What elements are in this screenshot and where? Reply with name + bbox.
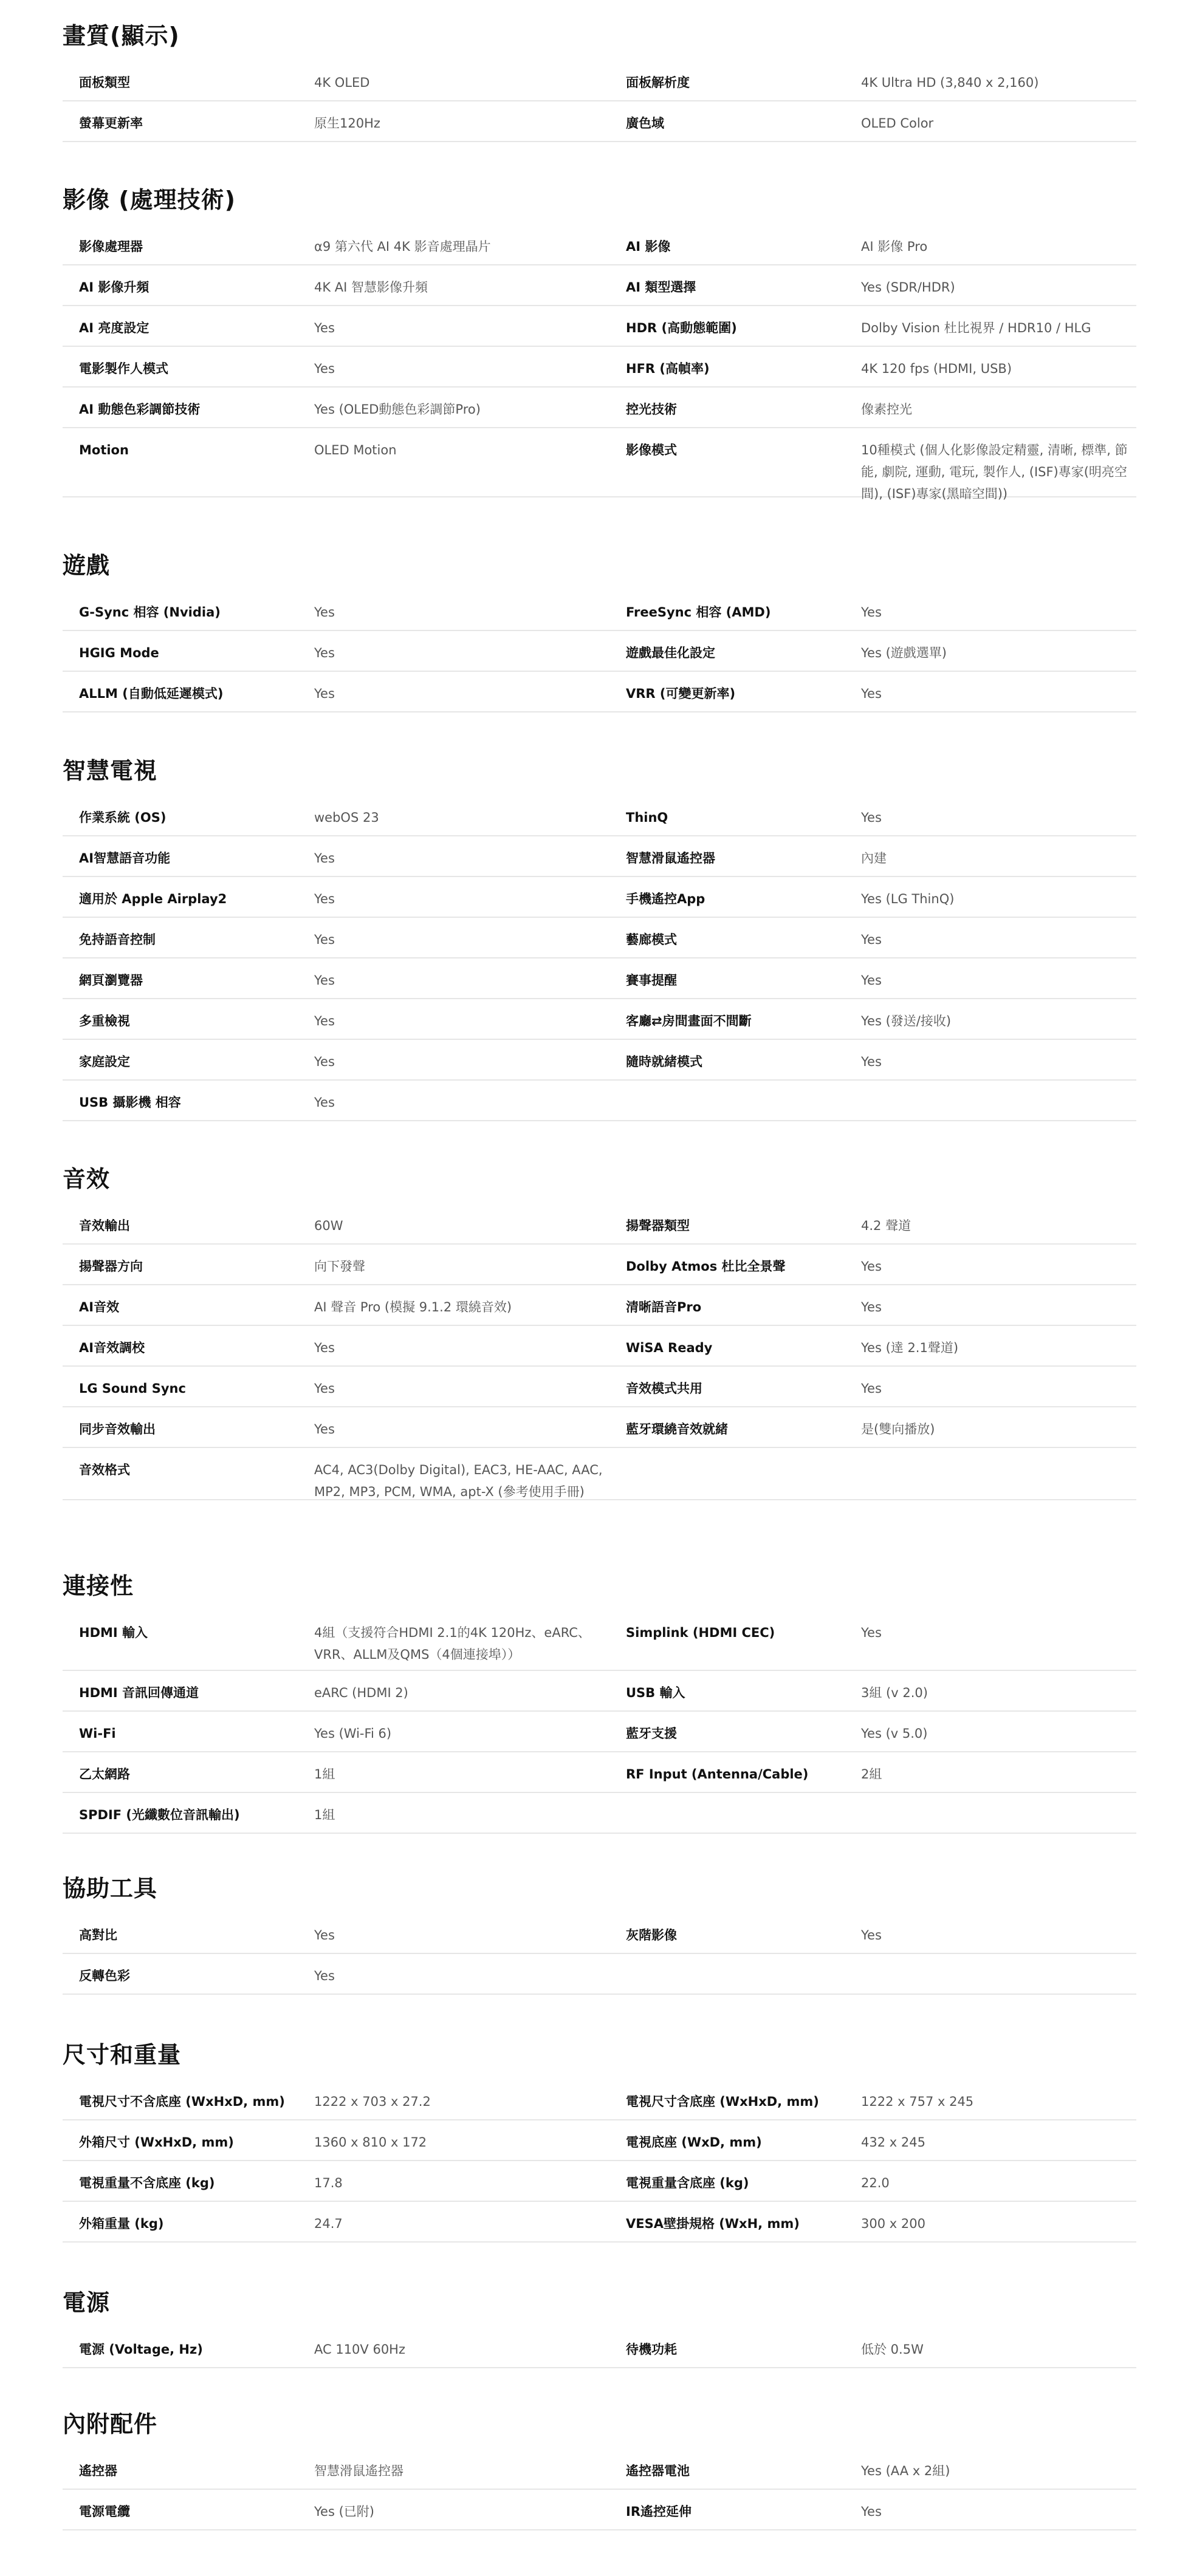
- spec-label: VESA壁掛規格 (WxH, mm): [626, 2216, 800, 2231]
- spec-value: Yes (已附): [314, 2504, 374, 2519]
- spec-label: WiSA Ready: [626, 1341, 713, 1355]
- spec-row: [63, 1284, 1136, 1326]
- spec-row: [63, 1912, 1136, 1954]
- spec-value: Yes: [861, 1300, 882, 1314]
- spec-label: 高對比: [79, 1928, 117, 1942]
- spec-value: Yes (AA x 2組): [861, 2464, 950, 2478]
- spec-label: 藍牙環繞音效就緒: [626, 1422, 728, 1437]
- spec-row: [63, 957, 1136, 999]
- spec-value: webOS 23: [314, 810, 379, 825]
- spec-label: 揚聲器方向: [79, 1259, 143, 1274]
- spec-row: [63, 346, 1136, 388]
- spec-label: Dolby Atmos 杜比全景聲: [626, 1259, 786, 1274]
- spec-value: 1360 x 810 x 172: [314, 2135, 427, 2150]
- spec-value: OLED Color: [861, 116, 934, 131]
- spec-label: RF Input (Antenna/Cable): [626, 1767, 809, 1782]
- spec-value: Yes (LG ThinQ): [861, 892, 955, 906]
- spec-value: Yes (OLED動態色彩調節Pro): [314, 402, 481, 417]
- spec-label: 同步音效輸出: [79, 1422, 156, 1437]
- spec-label: 遊戲最佳化設定: [626, 646, 715, 660]
- spec-label: 清晰語音Pro: [626, 1300, 702, 1314]
- spec-row: [63, 998, 1136, 1040]
- spec-label: AI 影像升頻: [79, 280, 149, 295]
- spec-value: Yes: [314, 321, 335, 335]
- spec-value: 是(雙向播放): [861, 1422, 935, 1437]
- spec-label: HDMI 輸入: [79, 1625, 148, 1640]
- spec-value: Yes: [314, 605, 335, 620]
- spec-value: Yes: [314, 1969, 335, 1983]
- spec-label: VRR (可變更新率): [626, 686, 736, 701]
- spec-label: 遙控器: [79, 2464, 117, 2478]
- spec-value: 內建: [861, 851, 887, 866]
- spec-label: LG Sound Sync: [79, 1381, 186, 1396]
- spec-label: 控光技術: [626, 402, 677, 417]
- section-title: 遊戲: [63, 552, 111, 579]
- spec-label: FreeSync 相容 (AMD): [626, 605, 771, 620]
- spec-row: [63, 1710, 1136, 1752]
- spec-value: 智慧滑鼠遙控器: [314, 2464, 403, 2478]
- spec-value: Yes: [861, 2504, 882, 2519]
- spec-value: Yes: [861, 810, 882, 825]
- spec-row: [63, 305, 1136, 347]
- section-title: 電源: [63, 2289, 111, 2316]
- spec-value: Yes: [314, 892, 335, 906]
- spec-value: Yes: [314, 361, 335, 376]
- spec-label: HDR (高動態範圍): [626, 321, 737, 335]
- spec-row: [63, 1447, 1136, 1500]
- spec-label: 電影製作人模式: [79, 361, 168, 376]
- spec-value: Yes: [314, 1014, 335, 1028]
- spec-label: HFR (高幀率): [626, 361, 710, 376]
- spec-label: 音效輸出: [79, 1218, 130, 1233]
- spec-label: 手機遙控App: [626, 892, 705, 906]
- spec-value: Yes: [314, 686, 335, 701]
- spec-label: 灰階影像: [626, 1928, 677, 1942]
- spec-value: 低於 0.5W: [861, 2342, 924, 2357]
- spec-value: 4.2 聲道: [861, 1218, 911, 1233]
- section-title: 畫質(顯示): [63, 22, 180, 49]
- spec-label: Wi-Fi: [79, 1726, 116, 1741]
- spec-value: Yes: [861, 1054, 882, 1069]
- spec-label: USB 攝影機 相容: [79, 1095, 181, 1110]
- spec-label: 電視重量不含底座 (kg): [79, 2176, 215, 2190]
- spec-label: 遙控器電池: [626, 2464, 690, 2478]
- section-title: 智慧電視: [63, 757, 158, 784]
- spec-row: [63, 630, 1136, 672]
- spec-value: 17.8: [314, 2176, 343, 2190]
- spec-label: HDMI 音訊回傳通道: [79, 1686, 199, 1700]
- spec-value: 24.7: [314, 2216, 343, 2231]
- spec-label: 影像處理器: [79, 239, 143, 254]
- spec-value: Yes: [314, 1422, 335, 1437]
- spec-label: 藝廊模式: [626, 932, 677, 947]
- spec-value: Yes (達 2.1聲道): [861, 1341, 959, 1355]
- spec-label: 隨時就緒模式: [626, 1054, 702, 1069]
- spec-value: Yes: [314, 932, 335, 947]
- spec-label: AI音效調校: [79, 1341, 145, 1355]
- spec-row: [63, 2079, 1136, 2120]
- spec-label: 家庭設定: [79, 1054, 130, 1069]
- spec-value: 4K Ultra HD (3,840 x 2,160): [861, 75, 1039, 90]
- spec-row: [63, 1079, 1136, 1121]
- spec-label: SPDIF (光纖數位音訊輸出): [79, 1808, 240, 1822]
- spec-row: [63, 2160, 1136, 2202]
- spec-row: [63, 60, 1136, 101]
- spec-label: 電源電纜: [79, 2504, 130, 2519]
- spec-value: Yes: [861, 1259, 882, 1274]
- section-title: 協助工具: [63, 1875, 158, 1902]
- spec-value: 10種模式 (個人化影像設定精靈, 清晰, 標準, 節能, 劇院, 運動, 電玩, 製作人, (ISF)專家(明亮空間), (ISF)專家(黑暗空間)): [861, 443, 1128, 501]
- spec-label: 電視重量含底座 (kg): [626, 2176, 749, 2190]
- spec-value: 1222 x 703 x 27.2: [314, 2094, 431, 2109]
- spec-value: Yes: [314, 851, 335, 866]
- spec-label: 待機功耗: [626, 2342, 677, 2357]
- spec-row: [63, 386, 1136, 428]
- spec-label: 作業系統 (OS): [79, 810, 166, 825]
- spec-row: [63, 427, 1136, 501]
- spec-row: [63, 1406, 1136, 1448]
- spec-label: Simplink (HDMI CEC): [626, 1625, 775, 1640]
- spec-label: 音效模式共用: [626, 1381, 702, 1396]
- spec-label: AI 影像: [626, 239, 671, 254]
- spec-label: 面板類型: [79, 75, 130, 90]
- spec-value: AI 影像 Pro: [861, 239, 928, 254]
- spec-value: 1222 x 757 x 245: [861, 2094, 974, 2109]
- spec-value: 向下發聲: [314, 1259, 365, 1274]
- spec-row: [63, 1365, 1136, 1407]
- spec-label: 電視尺寸含底座 (WxHxD, mm): [626, 2094, 819, 2109]
- spec-value: Yes: [314, 1341, 335, 1355]
- spec-value: 4K OLED: [314, 75, 370, 90]
- spec-value: 60W: [314, 1218, 343, 1233]
- spec-row: [63, 2119, 1136, 2161]
- spec-label: ThinQ: [626, 810, 668, 825]
- spec-value: 原生120Hz: [314, 116, 380, 131]
- spec-label: 面板解析度: [626, 75, 690, 90]
- spec-label: 外箱重量 (kg): [79, 2216, 164, 2231]
- spec-label: AI音效: [79, 1300, 120, 1314]
- spec-row: [63, 2448, 1136, 2490]
- spec-row: [63, 1610, 1136, 1671]
- spec-row: [63, 876, 1136, 918]
- spec-row: [63, 1792, 1136, 1834]
- spec-label: G-Sync 相容 (Nvidia): [79, 605, 221, 620]
- spec-label: 智慧滑鼠遙控器: [626, 851, 715, 866]
- spec-row: [63, 1243, 1136, 1285]
- spec-value: 4組（支援符合HDMI 2.1的4K 120Hz、eARC、VRR、ALLM及QMS（4個連接埠））: [314, 1625, 591, 1662]
- spec-value: Yes: [861, 1625, 882, 1640]
- section-title: 尺寸和重量: [63, 2041, 182, 2068]
- spec-row: [63, 917, 1136, 958]
- spec-value: Yes: [314, 1054, 335, 1069]
- spec-label: Motion: [79, 443, 129, 457]
- spec-row: [63, 671, 1136, 712]
- spec-value: eARC (HDMI 2): [314, 1686, 408, 1700]
- spec-label: 乙太網路: [79, 1767, 130, 1782]
- spec-value: Yes: [314, 1095, 335, 1110]
- spec-label: 反轉色彩: [79, 1969, 130, 1983]
- spec-value: Yes: [861, 1381, 882, 1396]
- section-title: 連接性: [63, 1573, 134, 1599]
- spec-row: [63, 1203, 1136, 1245]
- spec-row: [63, 2201, 1136, 2243]
- spec-value: Yes: [861, 1928, 882, 1942]
- spec-label: 影像模式: [626, 443, 677, 457]
- spec-value: 1組: [314, 1767, 335, 1782]
- spec-value: Yes: [861, 686, 882, 701]
- spec-value: Yes: [314, 1381, 335, 1396]
- spec-row: [63, 1751, 1136, 1793]
- section-title: 音效: [63, 1166, 111, 1192]
- spec-value: Yes: [314, 973, 335, 988]
- section-title: 影像 (處理技術): [63, 186, 236, 213]
- spec-value: AC4, AC3(Dolby Digital), EAC3, HE-AAC, AAC, MP2, MP3, PCM, WMA, apt-X (參考使用手冊): [314, 1463, 603, 1499]
- spec-label: AI 類型選擇: [626, 280, 696, 295]
- spec-label: 音效格式: [79, 1463, 130, 1477]
- spec-value: Yes (發送/接收): [861, 1014, 952, 1028]
- spec-row: [63, 835, 1136, 877]
- spec-value: Yes (v 5.0): [861, 1726, 928, 1741]
- spec-value: 300 x 200: [861, 2216, 925, 2231]
- spec-label: AI 亮度設定: [79, 321, 149, 335]
- spec-row: [63, 224, 1136, 265]
- spec-label: ALLM (自動低延遲模式): [79, 686, 224, 701]
- spec-label: 客廳⇄房間畫面不間斷: [626, 1014, 752, 1028]
- spec-row: [63, 1953, 1136, 1995]
- spec-value: Yes (遊戲選單): [861, 646, 947, 660]
- spec-label: IR遙控延伸: [626, 2504, 692, 2519]
- spec-value: Yes: [861, 973, 882, 988]
- spec-value: Yes (SDR/HDR): [861, 280, 955, 295]
- spec-label: AI智慧語音功能: [79, 851, 171, 866]
- spec-value: 像素控光: [861, 402, 912, 417]
- spec-label: 多重檢視: [79, 1014, 130, 1028]
- spec-row: [63, 100, 1136, 142]
- spec-label: 揚聲器類型: [626, 1218, 690, 1233]
- spec-value: 22.0: [861, 2176, 890, 2190]
- spec-row: [63, 1039, 1136, 1081]
- spec-label: 電視底座 (WxD, mm): [626, 2135, 762, 2150]
- spec-value: 432 x 245: [861, 2135, 925, 2150]
- spec-row: [63, 2326, 1136, 2368]
- spec-row: [63, 589, 1136, 631]
- spec-label: 廣色域: [626, 116, 664, 131]
- spec-row: [63, 264, 1136, 306]
- spec-label: 螢幕更新率: [79, 116, 143, 131]
- spec-row: [63, 1325, 1136, 1367]
- spec-value: Yes: [314, 1928, 335, 1942]
- spec-value: α9 第六代 AI 4K 影音處理晶片: [314, 239, 491, 254]
- spec-row: [63, 1670, 1136, 1712]
- spec-value: 4K 120 fps (HDMI, USB): [861, 361, 1012, 376]
- spec-value: 1組: [314, 1808, 335, 1822]
- spec-label: 電源 (Voltage, Hz): [79, 2342, 203, 2357]
- spec-value: 3組 (v 2.0): [861, 1686, 928, 1700]
- spec-label: 藍牙支援: [626, 1726, 677, 1741]
- spec-label: 網頁瀏覽器: [79, 973, 143, 988]
- spec-label: 免持語音控制: [79, 932, 156, 947]
- spec-value: Dolby Vision 杜比視界 / HDR10 / HLG: [861, 321, 1091, 335]
- spec-value: 4K AI 智慧影像升頻: [314, 280, 428, 295]
- spec-label: 外箱尺寸 (WxHxD, mm): [79, 2135, 234, 2150]
- spec-value: 2組: [861, 1767, 882, 1782]
- spec-value: AI 聲音 Pro (模擬 9.1.2 環繞音效): [314, 1300, 512, 1314]
- spec-label: 電視尺寸不含底座 (WxHxD, mm): [79, 2094, 285, 2109]
- spec-value: AC 110V 60Hz: [314, 2342, 405, 2357]
- spec-value: Yes (Wi-Fi 6): [314, 1726, 392, 1741]
- spec-label: 賽事提醒: [626, 973, 677, 988]
- spec-row: [63, 2489, 1136, 2530]
- spec-label: HGIG Mode: [79, 646, 159, 660]
- spec-label: USB 輸入: [626, 1686, 685, 1700]
- section-title: 內附配件: [63, 2411, 158, 2438]
- spec-label: AI 動態色彩調節技術: [79, 402, 201, 417]
- spec-label: 適用於 Apple Airplay2: [79, 892, 227, 906]
- spec-value: OLED Motion: [314, 443, 397, 457]
- spec-value: Yes: [314, 646, 335, 660]
- spec-value: Yes: [861, 605, 882, 620]
- spec-value: Yes: [861, 932, 882, 947]
- spec-row: [63, 794, 1136, 836]
